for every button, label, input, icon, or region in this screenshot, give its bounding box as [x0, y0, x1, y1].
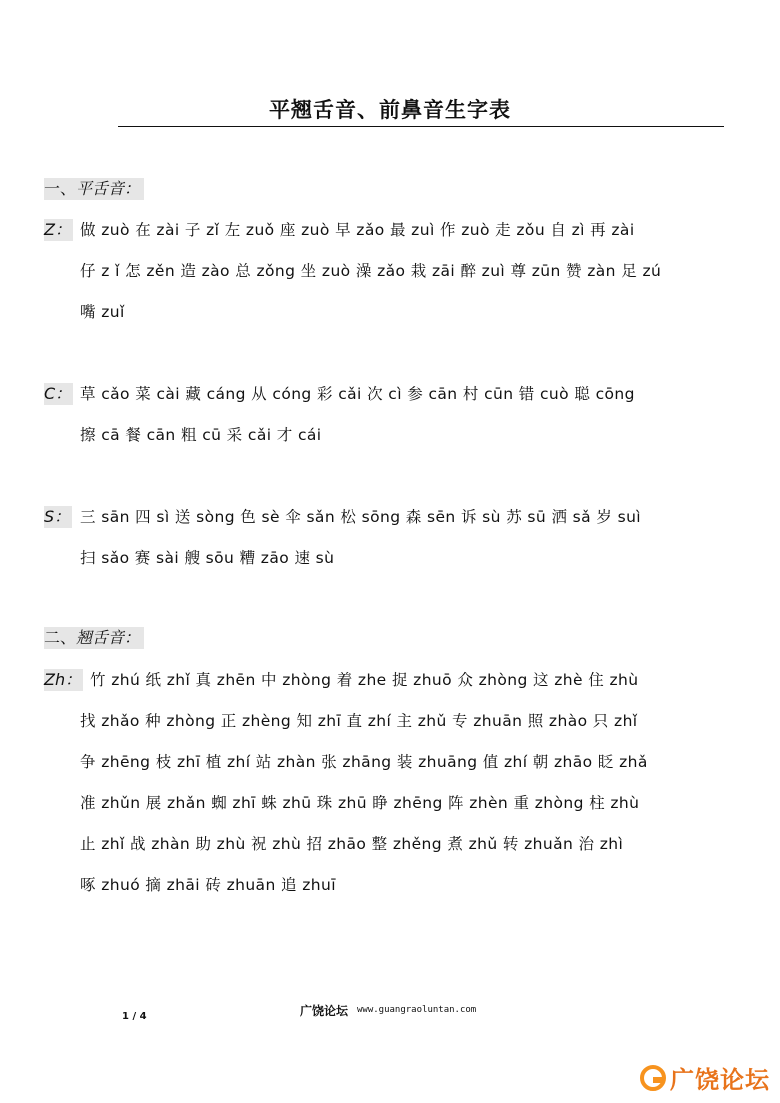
- section-number: 一、: [44, 179, 77, 198]
- char-line: 准 zhǔn 展 zhǎn 蜘 zhī 蛛 zhū 珠 zhū 睁 zhēng 阵 zhèn 重 zhòng 柱 zhù: [80, 794, 640, 812]
- footer-site-url: www.guangraoluntan.com: [357, 1005, 477, 1015]
- char-line: 扫 sǎo 赛 sài 艘 sōu 糟 zāo 速 sù: [80, 549, 335, 567]
- section-number: 二、: [44, 628, 77, 647]
- char-line: 三 sān 四 sì 送 sòng 色 sè 伞 sǎn 松 sōng 森 sēn 诉 sù 苏 sū 洒 sǎ 岁 suì: [80, 508, 642, 526]
- group-label-zh: Zh：: [44, 670, 82, 689]
- section-title: 平舌音：: [76, 179, 141, 198]
- logo-mark-icon: [640, 1065, 666, 1091]
- char-line: 争 zhēng 枝 zhī 植 zhí 站 zhàn 张 zhāng 装 zhuāng 值 zhí 朝 zhāo 眨 zhǎ: [80, 753, 648, 771]
- char-line: 竹 zhú 纸 zhǐ 真 zhēn 中 zhòng 着 zhe 捉 zhuō 众 zhòng 这 zhè 住 zhù: [90, 671, 639, 689]
- char-line: 擦 cā 餐 cān 粗 cū 采 cǎi 才 cái: [80, 426, 322, 444]
- logo-text: 广饶论坛: [670, 1066, 770, 1094]
- char-line: 草 cǎo 菜 cài 藏 cáng 从 cóng 彩 cǎi 次 cì 参 cān 村 cūn 错 cuò 聪 cōng: [80, 385, 635, 403]
- char-line: 止 zhǐ 战 zhàn 助 zhù 祝 zhù 招 zhāo 整 zhěng 煮 zhǔ 转 zhuǎn 治 zhì: [80, 835, 624, 853]
- char-line: 找 zhǎo 种 zhòng 正 zhèng 知 zhī 直 zhí 主 zhǔ 专 zhuān 照 zhào 只 zhǐ: [80, 712, 638, 730]
- section-title: 翘舌音：: [76, 628, 141, 647]
- group-label-s: S：: [44, 507, 71, 526]
- forum-logo: [640, 1060, 770, 1095]
- char-line: 啄 zhuó 摘 zhāi 砖 zhuān 追 zhuī: [80, 876, 336, 894]
- page-number: 1 / 4: [122, 1011, 147, 1022]
- char-line: 仔 z ǐ 怎 zěn 造 zào 总 zǒng 坐 zuò 澡 zǎo 栽 zāi 醉 zuì 尊 zūn 赞 zàn 足 zú: [80, 262, 662, 280]
- section-heading-flat-tongue: [44, 178, 144, 200]
- group-label-z: Z：: [44, 220, 71, 239]
- char-line: 嘴 zuǐ: [80, 303, 125, 321]
- char-line: 做 zuò 在 zài 子 zǐ 左 zuǒ 座 zuò 早 zǎo 最 zuì 作 zuò 走 zǒu 自 zì 再 zài: [80, 221, 635, 239]
- group-label-c: C：: [44, 384, 72, 403]
- section-heading-retroflex: [44, 627, 144, 649]
- page-title: 平翘舌音、前鼻音生字表: [269, 97, 511, 122]
- footer-forum-name: 广饶论坛: [300, 1004, 349, 1018]
- title-underline: [118, 126, 724, 127]
